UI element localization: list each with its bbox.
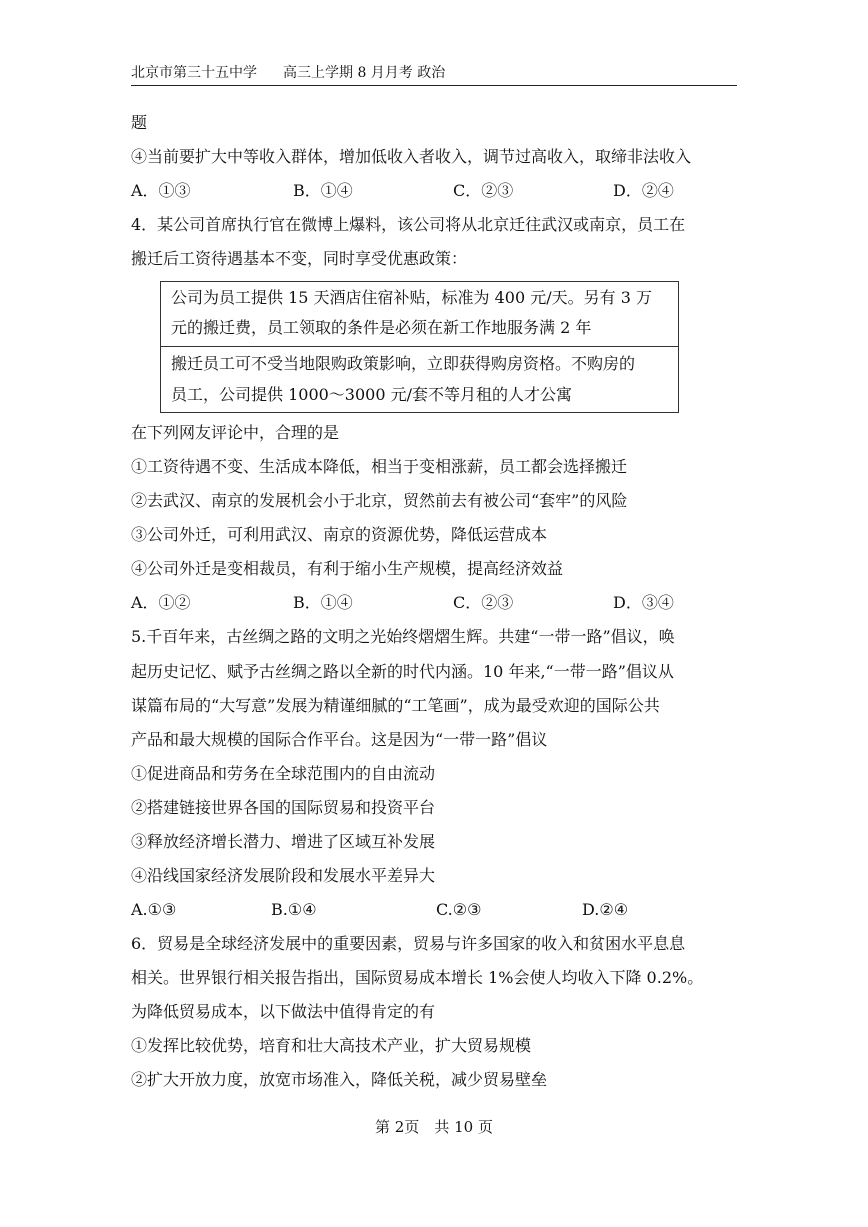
q5-stem-line-1: 5.千百年来，古丝绸之路的文明之光始终熠熠生辉。共建“一带一路”倡议，唤 xyxy=(131,627,675,646)
q6-stem-line-2: 相关。世界银行相关报告指出，国际贸易成本增长 1%会使人均收入下降 0.2%。 xyxy=(131,968,704,987)
q4-stem-line-1: 4．某公司首席执行官在微博上爆料，该公司将从北京迁往武汉或南京，员工在 xyxy=(131,215,686,234)
option-a: A．①③ xyxy=(131,181,191,200)
prev-question-tail: 题 xyxy=(131,113,148,132)
q4-box-row2-line2: 员工，公司提供 1000～3000 元/套不等月租的人才公寓 xyxy=(171,385,573,404)
q5-item-3: ③释放经济增长潜力、增进了区域互补发展 xyxy=(131,832,436,851)
q4-item-3: ③公司外迁，可利用武汉、南京的资源优势，降低运营成本 xyxy=(131,525,548,544)
page-number: 第 2页 共 10 页 xyxy=(375,1118,493,1136)
q4-box-row2-line1: 搬迁员工可不受当地限购政策影响，立即获得购房资格。不购房的 xyxy=(171,354,636,373)
q4-item-1: ①工资待遇不变、生活成本降低，相当于变相涨薪，员工都会选择搬迁 xyxy=(131,457,628,476)
option-c: C．②③ xyxy=(453,181,514,200)
q4-box-row1-line1: 公司为员工提供 15 天酒店住宿补贴，标准为 400 元/天。另有 3 万 xyxy=(171,288,652,307)
prev-question-options xyxy=(131,181,737,201)
q4-question: 在下列网友评论中，合理的是 xyxy=(131,423,340,442)
q4-stem-line-2: 搬迁后工资待遇基本不变，同时享受优惠政策： xyxy=(131,249,468,268)
q5-item-1: ①促进商品和劳务在全球范围内的自由流动 xyxy=(131,764,436,783)
q6-stem-line-3: 为降低贸易成本，以下做法中值得肯定的有 xyxy=(131,1002,436,1021)
q6-item-1: ①发挥比较优势，培育和壮大高技术产业，扩大贸易规模 xyxy=(131,1036,532,1055)
q5-stem-line-4: 产品和最大规模的国际合作平台。这是因为“一带一路”倡议 xyxy=(131,730,548,749)
page-header xyxy=(131,62,737,86)
q6-stem-line-1: 6．贸易是全球经济发展中的重要因素，贸易与许多国家的收入和贫困水平息息 xyxy=(131,934,686,953)
option-a: A.①③ xyxy=(131,900,177,919)
option-d: D.②④ xyxy=(582,900,629,919)
q4-options xyxy=(131,593,737,613)
option-d: D．②④ xyxy=(613,181,674,200)
q4-item-4: ④公司外迁是变相裁员，有利于缩小生产规模，提高经济效益 xyxy=(131,559,564,578)
exam-title: 高三上学期 8 月月考 政治 xyxy=(283,65,446,81)
option-b: B．①④ xyxy=(293,181,353,200)
option-d: D．③④ xyxy=(613,593,674,612)
option-c: C.②③ xyxy=(436,900,482,919)
school-name: 北京市第三十五中学 xyxy=(131,65,257,81)
q5-item-2: ②搭建链接世界各国的国际贸易和投资平台 xyxy=(131,798,436,817)
q4-policy-table xyxy=(160,281,679,413)
q6-item-2: ②扩大开放力度，放宽市场准入，降低关税，减少贸易壁垒 xyxy=(131,1070,548,1089)
q5-stem-line-2: 起历史记忆、赋予古丝绸之路以全新的时代内涵。10 年来,“一带一路”倡议从 xyxy=(131,662,674,681)
q4-box-row1-line2: 元的搬迁费，员工领取的条件是必须在新工作地服务满 2 年 xyxy=(171,318,592,337)
prev-question-item-4: ④当前要扩大中等收入群体，增加低收入者收入，调节过高收入，取缔非法收入 xyxy=(131,147,692,166)
option-b: B.①④ xyxy=(271,900,317,919)
option-b: B．①④ xyxy=(293,593,353,612)
q4-box-divider xyxy=(161,346,678,347)
q4-item-2: ②去武汉、南京的发展机会小于北京，贸然前去有被公司“套牢”的风险 xyxy=(131,491,628,510)
q5-options xyxy=(131,900,737,920)
q5-stem-line-3: 谋篇布局的“大写意”发展为精谨细腻的“工笔画”，成为最受欢迎的国际公共 xyxy=(131,696,660,715)
q5-item-4: ④沿线国家经济发展阶段和发展水平差异大 xyxy=(131,866,436,885)
option-a: A．①② xyxy=(131,593,191,612)
option-c: C．②③ xyxy=(453,593,514,612)
